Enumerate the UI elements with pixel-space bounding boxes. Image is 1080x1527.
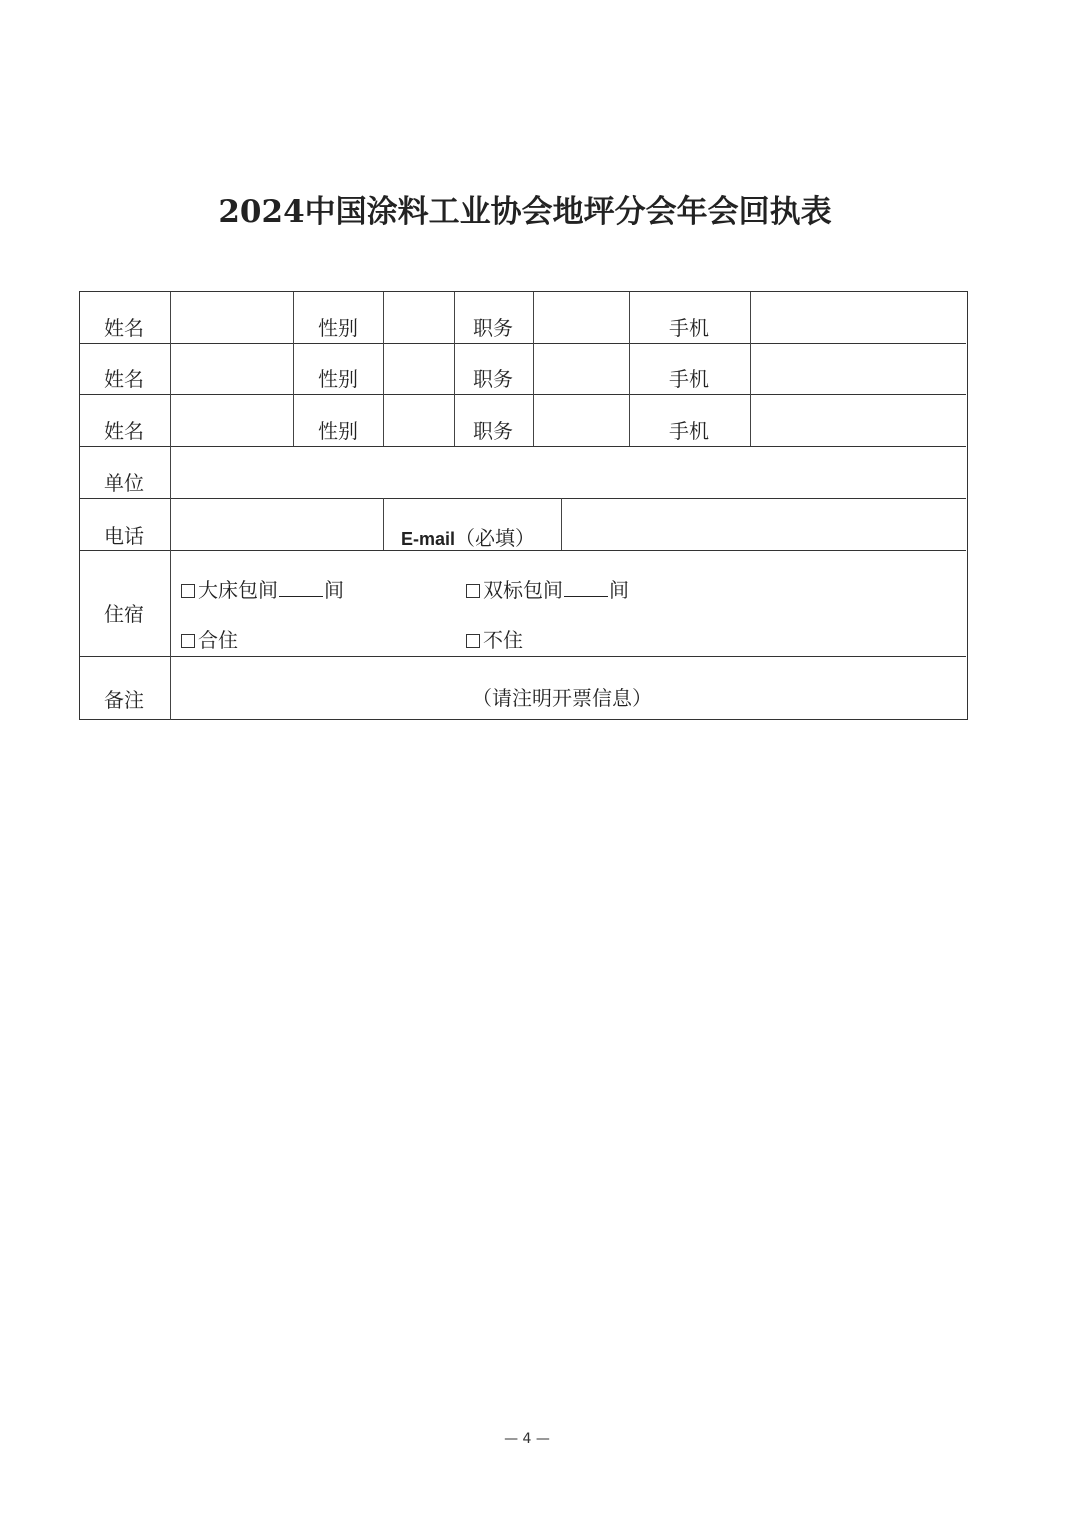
- name-label: 姓名: [104, 367, 144, 391]
- mobile-field[interactable]: [752, 395, 966, 445]
- gender-label: 性别: [318, 419, 358, 443]
- name-field[interactable]: [172, 395, 292, 445]
- col-divider: [383, 498, 384, 550]
- gender-field[interactable]: [385, 292, 453, 342]
- row-divider: [80, 656, 966, 657]
- position-field[interactable]: [535, 292, 628, 342]
- name-field[interactable]: [172, 344, 292, 394]
- position-field[interactable]: [535, 395, 628, 445]
- gender-label: 性别: [318, 316, 358, 340]
- position-label: 职务: [473, 367, 513, 391]
- option-king-room[interactable]: 大床包间 间: [181, 574, 344, 603]
- accommodation-label: 住宿: [104, 602, 144, 626]
- document-title: 2024中国涂料工业协会地坪分会年会回执表: [218, 194, 832, 230]
- col-divider: [533, 292, 534, 446]
- col-divider: [293, 292, 294, 446]
- remarks-hint: （请注明开票信息）: [472, 686, 652, 710]
- registration-form-table: [79, 291, 968, 720]
- page-number: — 4 —: [504, 1431, 550, 1447]
- phone-field[interactable]: [172, 499, 382, 549]
- col-divider: [383, 292, 384, 446]
- company-label: 单位: [104, 471, 144, 495]
- mobile-field[interactable]: [752, 292, 966, 342]
- col-divider: [170, 292, 171, 720]
- col-divider: [454, 292, 455, 446]
- room-count-blank[interactable]: [279, 578, 323, 597]
- option-no-stay[interactable]: 不住: [466, 624, 523, 653]
- col-divider: [629, 292, 630, 446]
- checkbox-icon[interactable]: [181, 584, 195, 598]
- email-field[interactable]: [563, 499, 966, 549]
- gender-field[interactable]: [385, 395, 453, 445]
- remarks-label: 备注: [104, 688, 144, 712]
- position-label: 职务: [473, 316, 513, 340]
- phone-label: 电话: [104, 524, 144, 548]
- col-divider: [561, 498, 562, 550]
- checkbox-icon[interactable]: [466, 634, 480, 648]
- option-shared[interactable]: 合住: [181, 624, 238, 653]
- gender-field[interactable]: [385, 344, 453, 394]
- option-twin-room[interactable]: 双标包间 间: [466, 574, 629, 603]
- mobile-label: 手机: [669, 316, 709, 340]
- gender-label: 性别: [318, 367, 358, 391]
- col-divider: [750, 292, 751, 446]
- name-field[interactable]: [172, 292, 292, 342]
- remarks-field[interactable]: [172, 658, 966, 718]
- mobile-label: 手机: [669, 367, 709, 391]
- company-field[interactable]: [172, 447, 966, 497]
- mobile-label: 手机: [669, 419, 709, 443]
- room-count-blank[interactable]: [564, 578, 608, 597]
- email-label: E-mail（必填）: [401, 526, 536, 550]
- position-field[interactable]: [535, 344, 628, 394]
- position-label: 职务: [473, 419, 513, 443]
- checkbox-icon[interactable]: [181, 634, 195, 648]
- name-label: 姓名: [104, 316, 144, 340]
- checkbox-icon[interactable]: [466, 584, 480, 598]
- mobile-field[interactable]: [752, 344, 966, 394]
- name-label: 姓名: [104, 419, 144, 443]
